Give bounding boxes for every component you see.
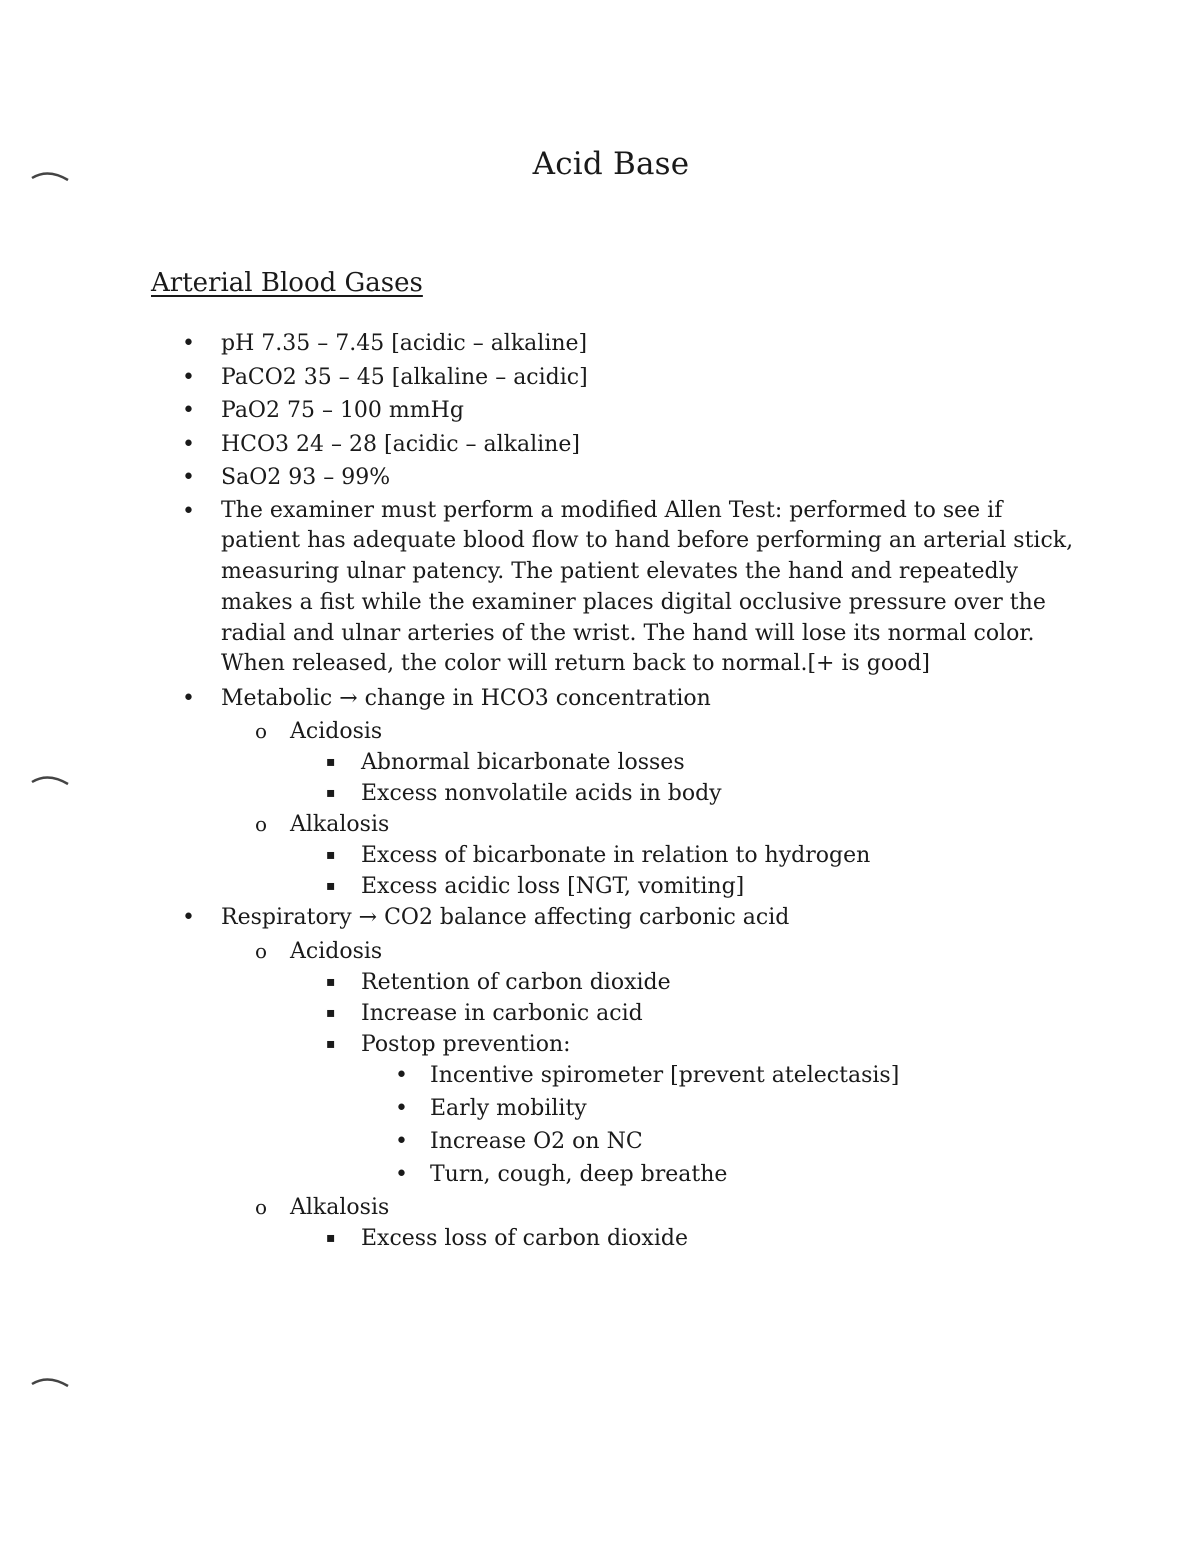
list-item-text: Postop prevention: <box>361 1031 571 1057</box>
sub-sub-list-item <box>0 778 1200 809</box>
list-item-text: PaCO2 35 – 45 [alkaline – acidic] <box>221 364 588 390</box>
list-item-text: HCO3 24 – 28 [acidic – alkaline] <box>221 431 580 457</box>
postop-item <box>0 1159 1200 1190</box>
bullet-icon: • <box>182 465 195 490</box>
list-item-text: Abnormal bicarbonate losses <box>361 750 685 776</box>
sub-list-item <box>0 716 1200 747</box>
list-item-text: Excess loss of carbon dioxide <box>361 1225 688 1251</box>
list-item-text: Alkalosis <box>290 812 390 838</box>
postop-item <box>0 1060 1200 1091</box>
list-item <box>0 328 1200 359</box>
sub-sub-list-item <box>0 1029 1200 1060</box>
list-item-text: Retention of carbon dioxide <box>361 969 671 995</box>
square-bullet-icon: ▪ <box>326 1004 336 1021</box>
list-item-text: PaO2 75 – 100 mmHg <box>221 398 464 423</box>
square-bullet-icon: ▪ <box>326 973 336 990</box>
list-item-text: Acidosis <box>290 719 383 745</box>
list-item-text: Excess nonvolatile acids in body <box>361 781 722 807</box>
list-item-text: Respiratory → CO2 balance affecting carbonic acid <box>221 905 790 931</box>
circle-bullet-icon: o <box>255 719 268 744</box>
sub-sub-list-item <box>0 1223 1200 1254</box>
bullet-icon: • <box>182 398 195 423</box>
list-item <box>0 683 1200 714</box>
square-bullet-icon: ▪ <box>326 878 336 895</box>
list-item-text: Incentive spirometer [prevent atelectasis] <box>430 1062 900 1088</box>
bullet-icon: • <box>182 905 195 931</box>
postop-item <box>0 1126 1200 1157</box>
square-bullet-icon: ▪ <box>326 785 336 802</box>
list-item-text: Increase in carbonic acid <box>361 1000 643 1026</box>
circle-bullet-icon: o <box>255 1194 268 1219</box>
square-bullet-icon: ▪ <box>326 847 336 864</box>
list-item <box>0 395 1200 426</box>
sub-list-item <box>0 1192 1200 1223</box>
list-item-text: Increase O2 on NC <box>430 1128 643 1154</box>
bullet-icon: • <box>395 1095 408 1121</box>
list-item-text: Early mobility <box>430 1095 587 1121</box>
list-item-text: Turn, cough, deep breathe <box>430 1161 728 1187</box>
sub-list-item <box>0 936 1200 967</box>
circle-bullet-icon: o <box>255 938 268 963</box>
sub-sub-list-item <box>0 747 1200 778</box>
bullet-list <box>0 328 1200 1254</box>
list-item-text: Excess of bicarbonate in relation to hydrogen <box>361 843 871 869</box>
list-item-text: Metabolic → change in HCO3 concentration <box>221 685 711 711</box>
bullet-icon: • <box>182 431 195 457</box>
list-item-text: pH 7.35 – 7.45 [acidic – alkaline] <box>221 331 588 356</box>
list-item-text: Acidosis <box>290 938 383 964</box>
list-item <box>0 496 1200 681</box>
postop-item <box>0 1093 1200 1124</box>
bullet-icon: • <box>395 1128 408 1154</box>
sub-sub-list-item <box>0 998 1200 1029</box>
list-item-text: Excess acidic loss [NGT, vomiting] <box>361 874 745 900</box>
square-bullet-icon: ▪ <box>326 1035 336 1052</box>
bullet-icon: • <box>182 498 195 524</box>
sub-list-item <box>0 809 1200 840</box>
bullet-icon: • <box>182 685 195 711</box>
list-item <box>0 362 1200 393</box>
bullet-icon: • <box>395 1062 408 1088</box>
square-bullet-icon: ▪ <box>326 1229 336 1246</box>
circle-bullet-icon: o <box>255 812 268 837</box>
bullet-icon: • <box>182 331 195 356</box>
list-item <box>0 462 1200 493</box>
page-title: Acid Base <box>532 146 690 182</box>
bullet-icon: • <box>182 364 195 390</box>
square-bullet-icon: ▪ <box>326 754 336 771</box>
punch-hole-icon <box>28 1372 72 1400</box>
section-heading: Arterial Blood Gases <box>151 268 423 298</box>
list-item <box>0 902 1200 933</box>
list-item-text: SaO2 93 – 99% <box>221 465 391 490</box>
bullet-icon: • <box>395 1161 408 1187</box>
list-item-text: Alkalosis <box>290 1194 390 1220</box>
sub-sub-list-item <box>0 967 1200 998</box>
list-item <box>0 429 1200 460</box>
allen-test-paragraph: The examiner must perform a modified Allen Test: performed to see if patient has adequate blood flow to hand before performing an arterial stick, measuring ulnar patency. The patient elevates the hand and repeatedly makes a fist while the examiner places digital occlusive pressure over the radial and ulnar arteries of the wrist. The hand will lose its normal color. When released, the color will return back to normal.[+ is good] <box>221 497 1074 677</box>
sub-sub-list-item <box>0 840 1200 871</box>
sub-sub-list-item <box>0 871 1200 902</box>
